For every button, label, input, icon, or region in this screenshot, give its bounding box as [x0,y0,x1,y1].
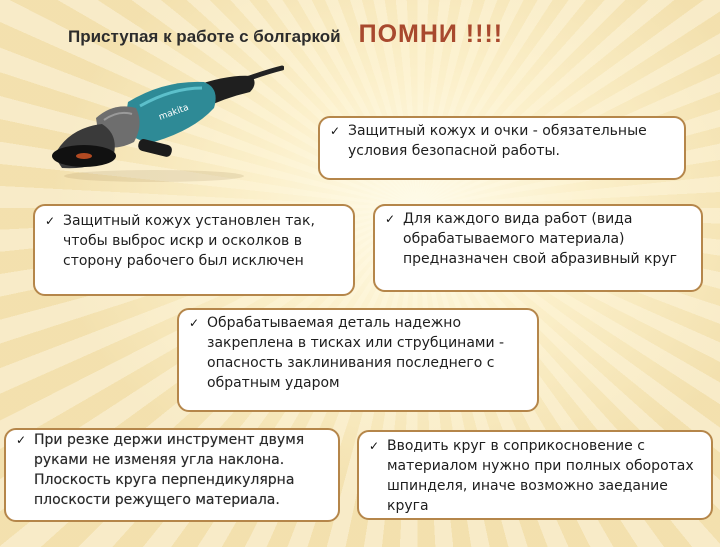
note-cover-installed [33,204,355,296]
note-full-speed [357,430,713,520]
check-icon: ✓ [16,433,27,447]
angle-grinder-icon [44,58,284,188]
note-workpiece-clamped [177,308,539,412]
slide-title [68,20,503,49]
note-text: При резке держи инструмент двумя руками не изменяя угла наклона. Плоскость круга перпендикулярна плоскости режущего материала. [34,432,305,508]
note-text: Защитный кожух и очки - обязательные условия безопасной работы. [348,123,647,159]
check-icon: ✓ [369,439,380,453]
note-two-hands [4,428,340,522]
note-abrasive-wheel [373,204,703,292]
note-text: Обрабатываемая деталь надежно закреплена в тисках или струбцинами - опасность заклинивания последнего с обратным ударом [207,315,505,391]
title-accent: ПОМНИ !!!! [358,20,504,48]
note-text: Вводить круг в соприкосновение с материалом нужно при полных оборотах шпинделя, иначе возможно заедание круга [387,438,694,514]
check-icon: ✓ [189,316,200,330]
brand-logo: makita [157,102,191,123]
check-icon: ✓ [45,214,56,228]
note-text: Для каждого вида работ (вида обрабатываемого материала) предназначен свой абразивный круг [403,211,678,267]
check-icon: ✓ [330,124,341,138]
title-text: Приступая к работе с болгаркой [68,27,341,46]
note-protective-cover-glasses [318,116,686,180]
note-text: Защитный кожух установлен так, чтобы выброс искр и осколков в сторону рабочего был исключен [63,213,315,269]
check-icon: ✓ [385,212,396,226]
